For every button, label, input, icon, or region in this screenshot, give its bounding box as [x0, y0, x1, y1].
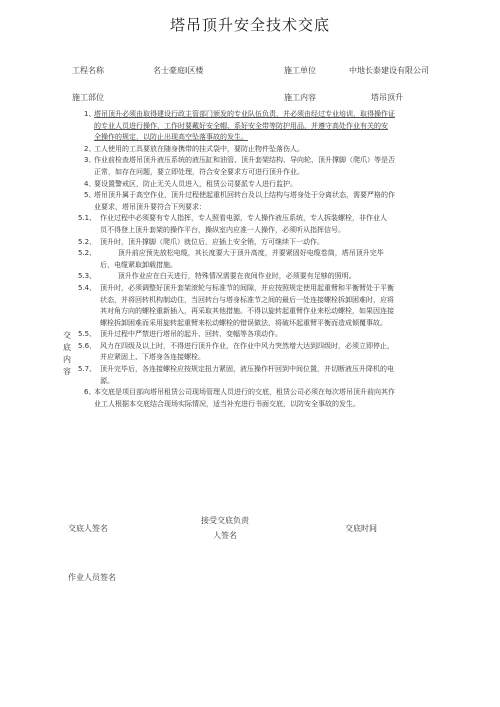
clause-number: 5.7、	[78, 365, 97, 374]
receiver-label-line: 人签名	[213, 531, 237, 540]
clause-line: 塔吊顶升必须由取得建设行政主管部门颁发的专业队伍负责，并必须由经过专业培训，取得操作证	[94, 110, 395, 118]
document-title: 塔吊顶升安全技术交底	[169, 16, 330, 34]
clause-line: 塔吊顶升属于高空作业，顶升过程使起重机回转台及以上结构与塔身处于分离状态，需要严格的作	[94, 191, 395, 200]
clause-number: 5.1、	[78, 214, 97, 223]
construction-content-value: 塔吊顶升	[371, 93, 403, 102]
clause-6	[84, 387, 474, 410]
clause-line: 顶升时，顶升撑脚（爬爪）就位后，应插上安全销，方可继续下一动作。	[100, 237, 324, 246]
clause-line: 源。	[100, 376, 114, 385]
clause-line: 风力在四级及以上时，不得进行顶升作业，在作业中风力突然增大达到四级时，必须立即停止，	[100, 341, 394, 350]
clause-number: 3、	[84, 156, 96, 165]
disclosure-content	[78, 109, 474, 410]
receiver-label-line: 接受交底负责	[201, 516, 249, 525]
clause-line: 全操作的规定，以防止出现高空坠落事故的发生。	[94, 133, 248, 142]
side-char: 交	[63, 331, 71, 340]
disclosure-content-side-label	[62, 330, 72, 378]
clause-5-2	[78, 237, 474, 249]
clause-line: 正常，如存在问题，要立即处理，符合安全要求方可进行顶升作业。	[94, 167, 304, 176]
clause-line: 业要求，塔吊顶升要符合下列要求：	[94, 202, 206, 211]
clause-number: 5.5、	[78, 330, 97, 339]
construction-content-label: 施工内容	[284, 93, 316, 102]
clause-line: 顶升时，必须调整好顶升套架滚轮与标准节的间隙，并应按照规定使用起重臂和平衡臂处于平衡	[100, 283, 394, 292]
construction-unit-value: 中地长泰建设有限公司	[349, 66, 429, 75]
clause-line: 后，电缆紧取卸载措施。	[100, 260, 177, 269]
clause-5-3	[78, 271, 474, 283]
clause-line: 的专业人员进行操作，工作时要戴好安全帽、系好安全带等防护用品，并遵守高处作业有关的安	[94, 121, 388, 130]
clause-number: 4、	[84, 179, 96, 188]
clause-4	[84, 179, 474, 191]
disclosure-time-label: 交底时间	[345, 524, 377, 533]
clause-line: 顶升前应预先放松电缆，其长度要大于顶升高度，并要紧固好电缆卷筒，塔吊顶升完毕	[100, 249, 384, 258]
clause-line: 业工人根据本交底结合现场实际情况，适当补充进行书面交底，以防安全事故的发生。	[94, 399, 360, 408]
worker-signature-label: 作业人员签名	[68, 573, 116, 582]
clause-line: 作业过程中必须要有专人指挥，专人照看电源，专人操作液压系统，专人拆装螺栓，非作业人	[100, 214, 387, 223]
project-name-value: 名士豪庭Ⅰ区楼	[153, 66, 204, 75]
clause-number: 5、	[84, 191, 96, 200]
clause-line: 并应紧固上、下塔身各连接螺栓。	[100, 353, 205, 362]
clause-number: 1、	[84, 110, 96, 118]
construction-part-label: 施工部位	[72, 93, 104, 102]
clause-line: 本交底是项目部向塔吊租赁公司现场管理人员进行的交底，租赁公司必须在每次塔吊顶升前向其作	[94, 388, 395, 397]
construction-unit-label: 施工单位	[284, 66, 316, 75]
clause-3	[84, 155, 474, 178]
clause-line: 要设置警戒区，防止无关人员进入，租赁公司要派专人进行监护。	[94, 179, 297, 188]
clause-line: 螺栓拆卸困难而采用旋转起重臂来松动螺栓的错误做法，将破坏起重臂平衡而造成倾覆事故。	[100, 318, 387, 327]
clause-line: 其对角方向的螺栓重新插入，再采取其他措施。不得以旋转起重臂作业来松动螺栓，如果因连接	[100, 307, 394, 316]
clause-5-1	[78, 213, 474, 236]
clause-number: 6、	[84, 388, 96, 397]
clause-line: 作业前检查塔吊顶升液压系统的液压缸和油管、顶升套架结构、导向轮、顶升撑脚（爬爪）等是否	[94, 156, 395, 165]
clause-number: 5.2、	[78, 249, 97, 258]
clause-5-7	[78, 364, 474, 387]
clause-5-5	[78, 329, 474, 341]
project-name-label: 工程名称	[72, 66, 104, 75]
side-char: 容	[63, 367, 71, 376]
side-char: 底	[63, 343, 71, 352]
clause-5	[84, 190, 474, 213]
clause-number: 5.2、	[78, 237, 97, 246]
clause-5-2b	[78, 248, 474, 271]
clause-2	[84, 144, 474, 156]
clause-line: 顶升完毕后，各连接螺栓应按规定扭力紧固，液压操作杆回到中间位置，并切断液压升降机的电	[100, 365, 394, 374]
clause-5-6	[78, 341, 474, 364]
clause-line: 工人使用的工具要放在随身携带的挂式袋中，要防止物件坠落伤人。	[94, 144, 304, 153]
clause-5-4	[78, 283, 474, 329]
clause-line: 顶升作业应在白天进行，特殊情况需要在夜间作业时，必须要有足够的照明。	[100, 272, 356, 281]
clause-number: 2、	[84, 144, 96, 153]
receiver-signature-label	[190, 515, 260, 541]
discloser-signature-label: 交底人签名	[68, 524, 108, 533]
clause-number: 5.3、	[78, 272, 97, 281]
clause-line: 顶升过程中严禁进行塔吊的起升、回转、变幅等各项动作。	[100, 330, 282, 339]
clause-number: 5.4、	[78, 283, 97, 292]
clause-line: 员不得登上顶升套架的操作平台，操纵室内应准一人操作，必须听从指挥信号。	[100, 225, 345, 234]
clause-line: 状态，并将回转机构制动住，当回转台与塔身标准节之间的最后一处连接螺栓拆卸困难时，应将	[100, 295, 394, 304]
clause-1	[84, 109, 474, 144]
clause-number: 5.6、	[78, 341, 97, 350]
side-char: 内	[63, 355, 71, 364]
